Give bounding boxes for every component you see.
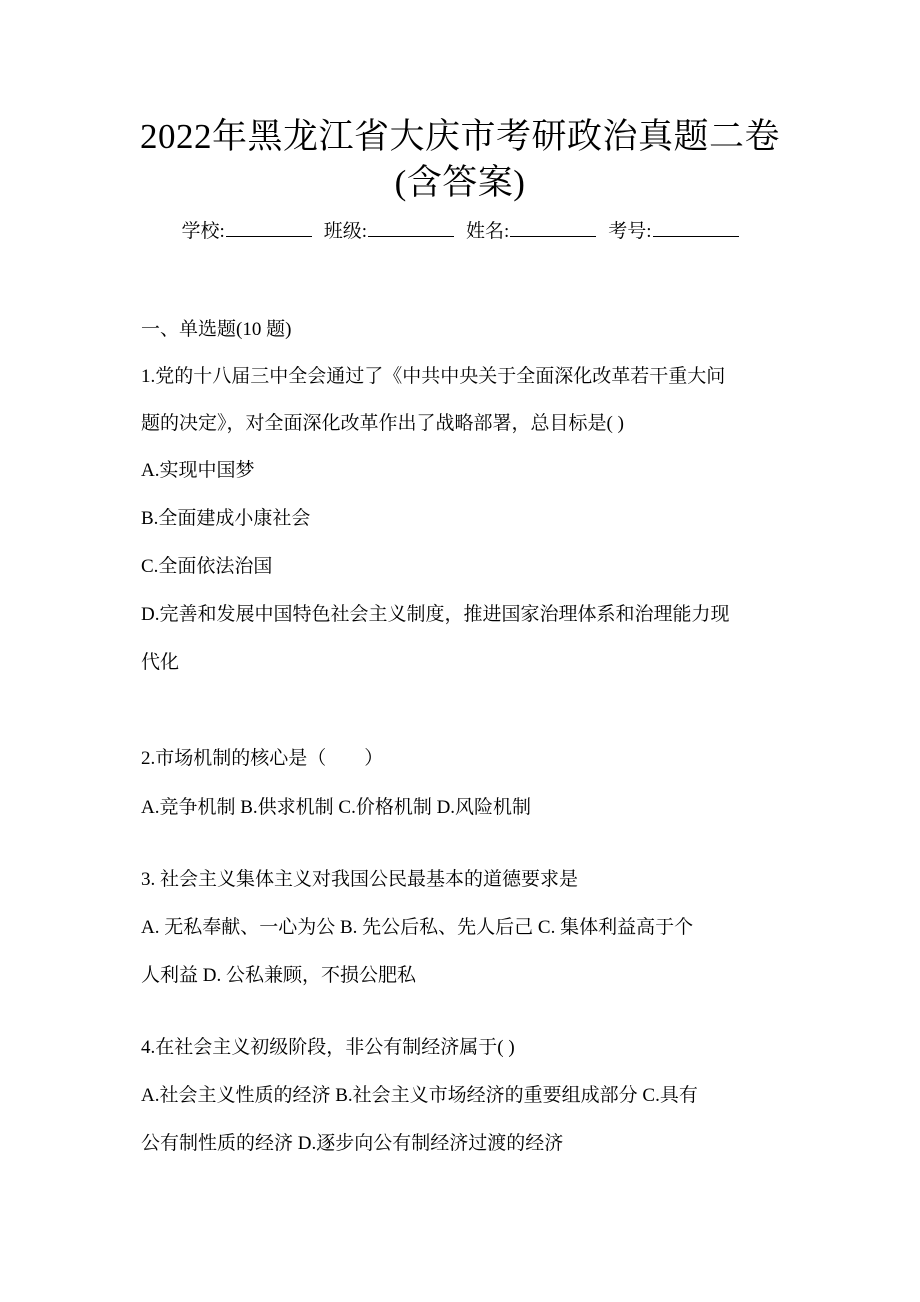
school-label: 学校: — [181, 221, 225, 242]
question-3-stem: 3. 社会主义集体主义对我国公民最基本的道德要求是 — [141, 869, 579, 890]
question-1-option-b: B.全面建成小康社会 — [141, 508, 311, 529]
question-1-option-a: A.实现中国梦 — [141, 460, 255, 481]
name-field — [466, 216, 596, 246]
exam-number-blank[interactable] — [653, 216, 739, 237]
question-4-stem: 4.在社会主义初级阶段，非公有制经济属于( ) — [141, 1037, 515, 1058]
question-1-option-d-line-2: 代化 — [141, 652, 180, 673]
question-1-stem-line-2: 题的决定》，对全面深化改革作出了战略部署，总目标是( ) — [141, 413, 624, 434]
name-label: 姓名: — [466, 221, 510, 242]
student-info-row — [0, 216, 920, 246]
question-3-options-line-1: A. 无私奉献、一心为公 B. 先公后私、先人后己 C. 集体利益高于个 — [141, 917, 694, 938]
document-subtitle: (含答案) — [394, 163, 526, 202]
question-1-option-d-line-1: D.完善和发展中国特色社会主义制度，推进国家治理体系和治理能力现 — [141, 604, 730, 625]
name-blank[interactable] — [510, 216, 596, 237]
question-2-stem: 2.市场机制的核心是（ ） — [141, 748, 384, 769]
section-heading: 一、单选题(10 题) — [141, 319, 292, 340]
exam-number-field — [608, 216, 738, 246]
question-2-options: A.竞争机制 B.供求机制 C.价格机制 D.风险机制 — [141, 797, 532, 818]
question-1-option-c: C.全面依法治国 — [141, 556, 273, 577]
question-4-options-line-2: 公有制性质的经济 D.逐步向公有制经济过渡的经济 — [141, 1133, 564, 1154]
class-field — [324, 216, 454, 246]
school-field — [181, 216, 311, 246]
school-blank[interactable] — [226, 216, 312, 237]
class-blank[interactable] — [368, 216, 454, 237]
exam-number-label: 考号: — [608, 221, 652, 242]
class-label: 班级: — [323, 221, 367, 242]
document-title: 2022年黑龙江省大庆市考研政治真题二卷 — [139, 117, 780, 156]
question-3-options-line-2: 人利益 D. 公私兼顾，不损公肥私 — [141, 965, 416, 986]
question-4-options-line-1: A.社会主义性质的经济 B.社会主义市场经济的重要组成部分 C.具有 — [141, 1085, 698, 1106]
question-1-stem-line-1: 1.党的十八届三中全会通过了《中共中央关于全面深化改革若干重大问 — [141, 366, 726, 387]
